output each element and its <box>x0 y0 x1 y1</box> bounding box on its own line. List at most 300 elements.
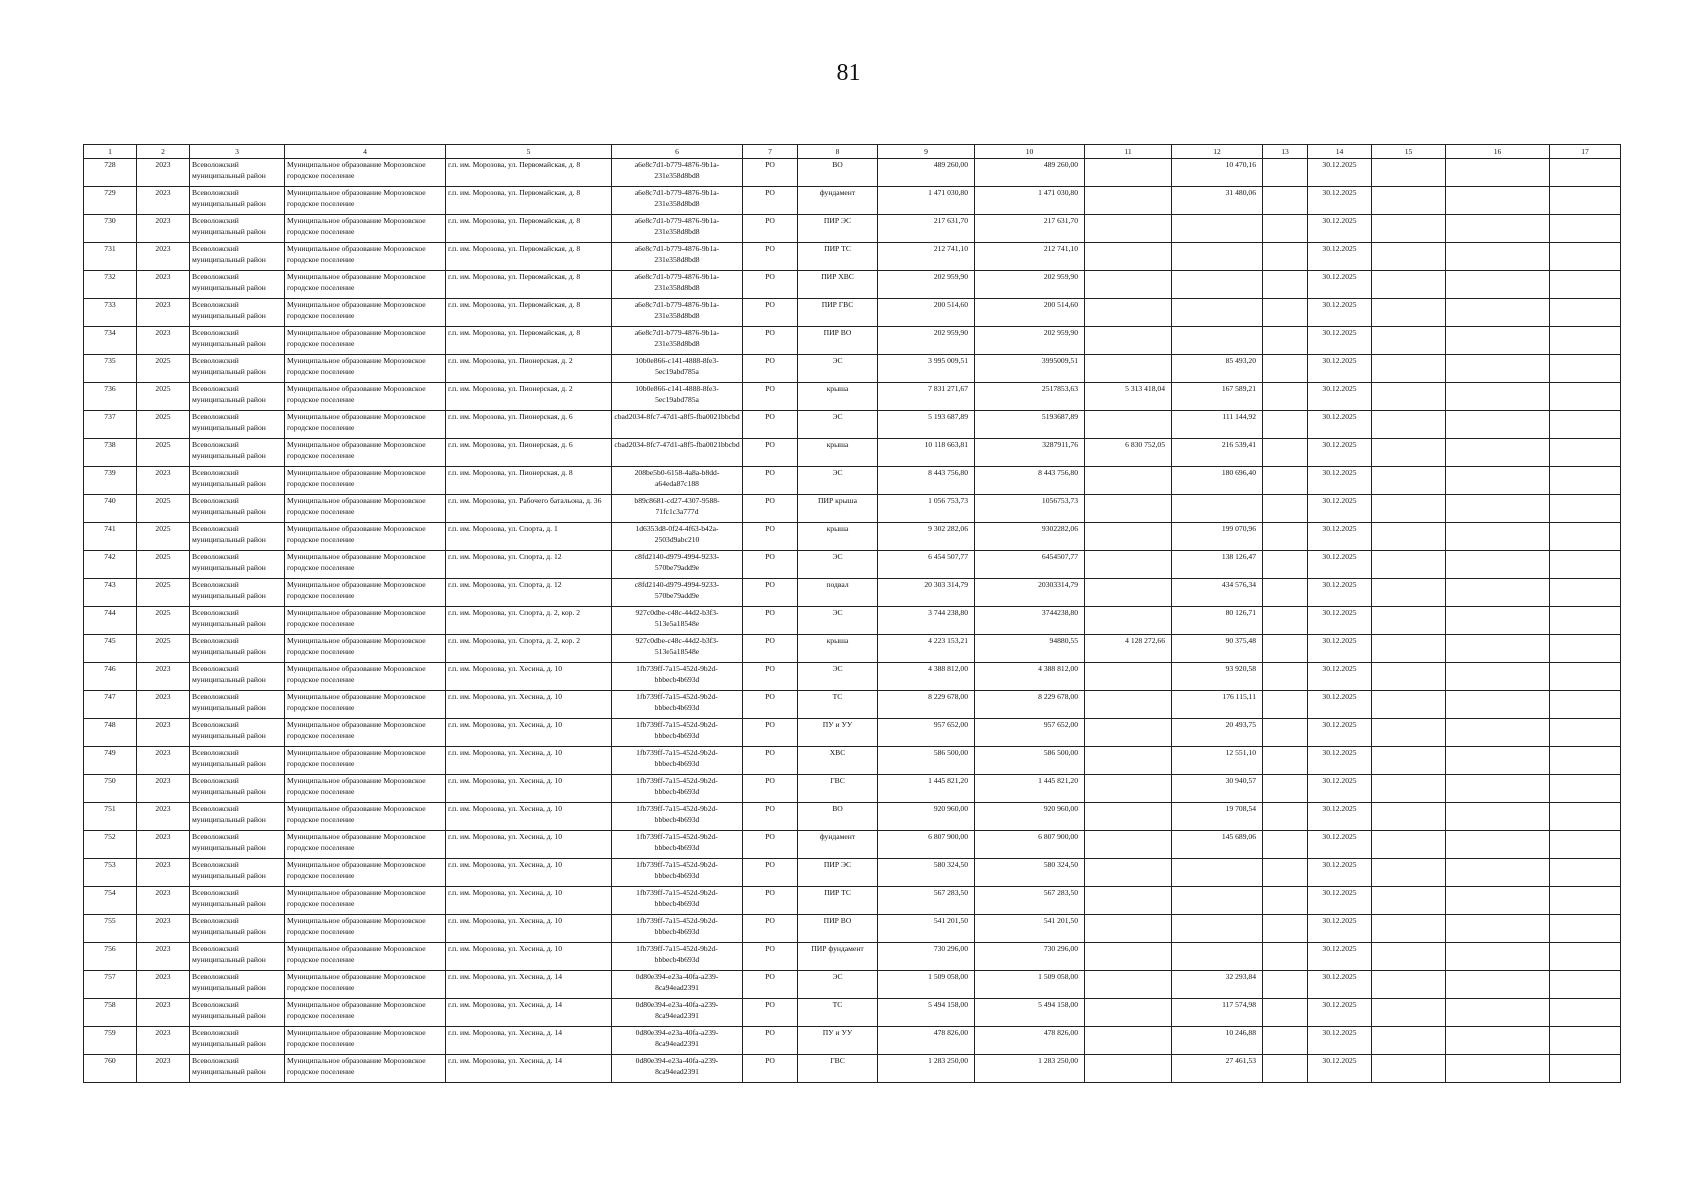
cell-work-type: ЭС <box>798 551 878 579</box>
cell-work-type: ПИР ВО <box>798 915 878 943</box>
table-row <box>84 355 1621 383</box>
cell-deadline: 30.12.2025 <box>1308 607 1372 635</box>
cell-column-17 <box>1550 299 1621 327</box>
cell-column-15 <box>1372 439 1446 467</box>
cell-row-number: 756 <box>84 943 137 971</box>
cell-house-guid: 927c0dbe-c48c-44d2-b3f3-513e5a18548e <box>612 607 743 635</box>
cell-cost-part-1: 202 959,90 <box>975 271 1085 299</box>
cell-address: г.п. им. Морозова, ул. Хесина, д. 14 <box>446 1055 612 1083</box>
cell-year: 2023 <box>137 999 190 1027</box>
cell-address: г.п. им. Морозова, ул. Рабочего батальона, д. 36 <box>446 495 612 523</box>
cell-district: Всеволожский муниципальный район <box>190 439 285 467</box>
cell-year: 2023 <box>137 187 190 215</box>
cell-column-17 <box>1550 635 1621 663</box>
cell-row-number: 760 <box>84 1055 137 1083</box>
cell-district: Всеволожский муниципальный район <box>190 887 285 915</box>
cell-column-16 <box>1446 691 1550 719</box>
table-row <box>84 327 1621 355</box>
cell-cost-part-1: 2517853,63 <box>975 383 1085 411</box>
cell-district: Всеволожский муниципальный район <box>190 271 285 299</box>
cell-column-16 <box>1446 1027 1550 1055</box>
cell-column-17 <box>1550 187 1621 215</box>
header-col-8: 8 <box>798 145 878 159</box>
cell-column-16 <box>1446 327 1550 355</box>
cell-total-cost: 586 500,00 <box>878 747 975 775</box>
cell-cost-part-1: 1 445 821,20 <box>975 775 1085 803</box>
cell-work-type: ХВС <box>798 747 878 775</box>
cell-district: Всеволожский муниципальный район <box>190 691 285 719</box>
cell-column-15 <box>1372 159 1446 187</box>
header-col-16: 16 <box>1446 145 1550 159</box>
cell-column-13 <box>1263 887 1308 915</box>
cell-program: РО <box>743 831 798 859</box>
cell-column-16 <box>1446 579 1550 607</box>
cell-column-17 <box>1550 607 1621 635</box>
cell-municipality: Муниципальное образование Морозовское городское поселение <box>285 159 446 187</box>
cell-column-17 <box>1550 467 1621 495</box>
cell-municipality: Муниципальное образование Морозовское городское поселение <box>285 579 446 607</box>
table-row <box>84 859 1621 887</box>
cell-total-cost: 8 443 756,80 <box>878 467 975 495</box>
cell-address: г.п. им. Морозова, ул. Хесина, д. 10 <box>446 747 612 775</box>
cell-work-type: ПИР крыша <box>798 495 878 523</box>
cell-column-17 <box>1550 159 1621 187</box>
cell-district: Всеволожский муниципальный район <box>190 831 285 859</box>
cell-row-number: 728 <box>84 159 137 187</box>
cell-district: Всеволожский муниципальный район <box>190 943 285 971</box>
cell-deadline: 30.12.2025 <box>1308 971 1372 999</box>
cell-column-16 <box>1446 719 1550 747</box>
cell-total-cost: 8 229 678,00 <box>878 691 975 719</box>
cell-column-15 <box>1372 663 1446 691</box>
cell-house-guid: 10b0e866-c141-4888-8fe3-5ec19abd785a <box>612 383 743 411</box>
cell-column-15 <box>1372 859 1446 887</box>
cell-program: РО <box>743 523 798 551</box>
cell-municipality: Муниципальное образование Морозовское городское поселение <box>285 243 446 271</box>
cell-column-15 <box>1372 411 1446 439</box>
cell-house-guid: 1fb739ff-7a15-452d-9b2d-bbbecb4b693d <box>612 915 743 943</box>
cell-work-type: крыша <box>798 523 878 551</box>
cell-program: РО <box>743 439 798 467</box>
cell-house-guid: cbad2034-8fc7-47d1-a8f5-fba0021bbcbd <box>612 411 743 439</box>
cell-program: РО <box>743 551 798 579</box>
cell-program: РО <box>743 915 798 943</box>
cell-column-16 <box>1446 943 1550 971</box>
cell-row-number: 745 <box>84 635 137 663</box>
cell-municipality: Муниципальное образование Морозовское городское поселение <box>285 383 446 411</box>
cell-cost-part-2 <box>1085 271 1172 299</box>
cell-municipality: Муниципальное образование Морозовское городское поселение <box>285 663 446 691</box>
table-row <box>84 215 1621 243</box>
cell-total-cost: 1 056 753,73 <box>878 495 975 523</box>
cell-municipality: Муниципальное образование Морозовское городское поселение <box>285 747 446 775</box>
cell-column-17 <box>1550 579 1621 607</box>
cell-municipality: Муниципальное образование Морозовское городское поселение <box>285 299 446 327</box>
header-col-17: 17 <box>1550 145 1621 159</box>
table-row <box>84 187 1621 215</box>
cell-column-13 <box>1263 915 1308 943</box>
cell-column-13 <box>1263 831 1308 859</box>
cell-cost-part-3: 12 551,10 <box>1172 747 1263 775</box>
cell-cost-part-3: 27 461,53 <box>1172 1055 1263 1083</box>
cell-cost-part-1: 1056753,73 <box>975 495 1085 523</box>
cell-cost-part-1: 3744238,80 <box>975 607 1085 635</box>
cell-year: 2025 <box>137 495 190 523</box>
table-row <box>84 467 1621 495</box>
cell-municipality: Муниципальное образование Морозовское городское поселение <box>285 187 446 215</box>
cell-deadline: 30.12.2025 <box>1308 831 1372 859</box>
cell-cost-part-2 <box>1085 887 1172 915</box>
cell-address: г.п. им. Морозова, ул. Хесина, д. 10 <box>446 803 612 831</box>
cell-deadline: 30.12.2025 <box>1308 439 1372 467</box>
cell-house-guid: 1fb739ff-7a15-452d-9b2d-bbbecb4b693d <box>612 747 743 775</box>
cell-cost-part-1: 8 443 756,80 <box>975 467 1085 495</box>
cell-cost-part-1: 1 471 030,80 <box>975 187 1085 215</box>
cell-cost-part-1: 217 631,70 <box>975 215 1085 243</box>
cell-cost-part-2 <box>1085 691 1172 719</box>
cell-total-cost: 217 631,70 <box>878 215 975 243</box>
cell-cost-part-3 <box>1172 243 1263 271</box>
cell-year: 2023 <box>137 243 190 271</box>
cell-total-cost: 1 471 030,80 <box>878 187 975 215</box>
cell-work-type: фундамент <box>798 187 878 215</box>
cell-column-17 <box>1550 887 1621 915</box>
cell-district: Всеволожский муниципальный район <box>190 579 285 607</box>
cell-district: Всеволожский муниципальный район <box>190 803 285 831</box>
cell-row-number: 749 <box>84 747 137 775</box>
cell-column-17 <box>1550 831 1621 859</box>
cell-total-cost: 580 324,50 <box>878 859 975 887</box>
cell-municipality: Муниципальное образование Морозовское городское поселение <box>285 859 446 887</box>
cell-column-15 <box>1372 299 1446 327</box>
cell-column-16 <box>1446 551 1550 579</box>
header-col-7: 7 <box>743 145 798 159</box>
cell-address: г.п. им. Морозова, ул. Спорта, д. 12 <box>446 551 612 579</box>
cell-cost-part-3 <box>1172 215 1263 243</box>
header-col-11: 11 <box>1085 145 1172 159</box>
cell-deadline: 30.12.2025 <box>1308 943 1372 971</box>
cell-year: 2023 <box>137 1027 190 1055</box>
cell-year: 2023 <box>137 299 190 327</box>
cell-cost-part-3: 434 576,34 <box>1172 579 1263 607</box>
cell-column-16 <box>1446 999 1550 1027</box>
cell-district: Всеволожский муниципальный район <box>190 243 285 271</box>
cell-deadline: 30.12.2025 <box>1308 383 1372 411</box>
cell-column-17 <box>1550 243 1621 271</box>
cell-deadline: 30.12.2025 <box>1308 187 1372 215</box>
cell-year: 2023 <box>137 467 190 495</box>
cell-work-type: ГВС <box>798 1055 878 1083</box>
cell-deadline: 30.12.2025 <box>1308 719 1372 747</box>
cell-work-type: ЭС <box>798 971 878 999</box>
cell-deadline: 30.12.2025 <box>1308 467 1372 495</box>
cell-municipality: Муниципальное образование Морозовское городское поселение <box>285 551 446 579</box>
cell-column-16 <box>1446 243 1550 271</box>
cell-year: 2023 <box>137 663 190 691</box>
cell-row-number: 753 <box>84 859 137 887</box>
cell-cost-part-1: 730 296,00 <box>975 943 1085 971</box>
cell-house-guid: 1fb739ff-7a15-452d-9b2d-bbbecb4b693d <box>612 859 743 887</box>
cell-cost-part-2 <box>1085 411 1172 439</box>
cell-total-cost: 3 744 238,80 <box>878 607 975 635</box>
cell-cost-part-2 <box>1085 971 1172 999</box>
cell-address: г.п. им. Морозова, ул. Первомайская, д. 8 <box>446 215 612 243</box>
cell-column-17 <box>1550 355 1621 383</box>
cell-column-13 <box>1263 663 1308 691</box>
cell-total-cost: 6 454 507,77 <box>878 551 975 579</box>
cell-program: РО <box>743 971 798 999</box>
cell-row-number: 755 <box>84 915 137 943</box>
cell-cost-part-1: 212 741,10 <box>975 243 1085 271</box>
cell-program: РО <box>743 383 798 411</box>
cell-work-type: ПИР ТС <box>798 887 878 915</box>
cell-cost-part-2 <box>1085 187 1172 215</box>
cell-address: г.п. им. Морозова, ул. Хесина, д. 14 <box>446 971 612 999</box>
table-row <box>84 691 1621 719</box>
cell-year: 2025 <box>137 607 190 635</box>
cell-municipality: Муниципальное образование Морозовское городское поселение <box>285 691 446 719</box>
cell-column-15 <box>1372 383 1446 411</box>
cell-column-15 <box>1372 887 1446 915</box>
cell-total-cost: 7 831 271,67 <box>878 383 975 411</box>
cell-year: 2025 <box>137 355 190 383</box>
cell-column-15 <box>1372 327 1446 355</box>
cell-cost-part-1: 957 652,00 <box>975 719 1085 747</box>
cell-total-cost: 957 652,00 <box>878 719 975 747</box>
cell-column-15 <box>1372 635 1446 663</box>
cell-cost-part-2 <box>1085 551 1172 579</box>
table-row <box>84 299 1621 327</box>
cell-column-17 <box>1550 915 1621 943</box>
cell-row-number: 748 <box>84 719 137 747</box>
cell-house-guid: 1fb739ff-7a15-452d-9b2d-bbbecb4b693d <box>612 831 743 859</box>
cell-cost-part-2: 5 313 418,04 <box>1085 383 1172 411</box>
cell-column-16 <box>1446 215 1550 243</box>
cell-year: 2023 <box>137 159 190 187</box>
cell-house-guid: 1fb739ff-7a15-452d-9b2d-bbbecb4b693d <box>612 663 743 691</box>
cell-cost-part-1: 4 388 812,00 <box>975 663 1085 691</box>
cell-cost-part-3: 180 696,40 <box>1172 467 1263 495</box>
cell-house-guid: 208be5b0-6158-4a8a-b8dd-a64eda87c188 <box>612 467 743 495</box>
cell-program: РО <box>743 607 798 635</box>
cell-row-number: 732 <box>84 271 137 299</box>
cell-work-type: ПИР фундамент <box>798 943 878 971</box>
cell-cost-part-3: 117 574,98 <box>1172 999 1263 1027</box>
cell-cost-part-2 <box>1085 523 1172 551</box>
cell-row-number: 744 <box>84 607 137 635</box>
cell-cost-part-2 <box>1085 915 1172 943</box>
cell-municipality: Муниципальное образование Морозовское городское поселение <box>285 943 446 971</box>
table-row <box>84 971 1621 999</box>
cell-column-17 <box>1550 1027 1621 1055</box>
cell-house-guid: 0d80e394-e23a-40fa-a239-8ca94ead2391 <box>612 971 743 999</box>
cell-cost-part-2 <box>1085 327 1172 355</box>
cell-column-16 <box>1446 859 1550 887</box>
cell-total-cost: 202 959,90 <box>878 271 975 299</box>
cell-total-cost: 478 826,00 <box>878 1027 975 1055</box>
cell-program: РО <box>743 327 798 355</box>
cell-municipality: Муниципальное образование Морозовское городское поселение <box>285 775 446 803</box>
cell-house-guid: a6e8c7d1-b779-4876-9b1a-231e358d8bd8 <box>612 159 743 187</box>
cell-municipality: Муниципальное образование Морозовское городское поселение <box>285 803 446 831</box>
cell-deadline: 30.12.2025 <box>1308 495 1372 523</box>
cell-municipality: Муниципальное образование Морозовское городское поселение <box>285 915 446 943</box>
cell-house-guid: 1fb739ff-7a15-452d-9b2d-bbbecb4b693d <box>612 887 743 915</box>
cell-year: 2023 <box>137 971 190 999</box>
cell-deadline: 30.12.2025 <box>1308 355 1372 383</box>
cell-cost-part-1: 6454507,77 <box>975 551 1085 579</box>
cell-column-15 <box>1372 719 1446 747</box>
cell-address: г.п. им. Морозова, ул. Хесина, д. 10 <box>446 775 612 803</box>
cell-column-16 <box>1446 383 1550 411</box>
cell-address: г.п. им. Морозова, ул. Спорта, д. 2, кор. 2 <box>446 635 612 663</box>
cell-year: 2023 <box>137 327 190 355</box>
table-row <box>84 607 1621 635</box>
cell-cost-part-2 <box>1085 1055 1172 1083</box>
cell-program: РО <box>743 579 798 607</box>
cell-address: г.п. им. Морозова, ул. Хесина, д. 10 <box>446 943 612 971</box>
cell-column-13 <box>1263 495 1308 523</box>
cell-column-15 <box>1372 467 1446 495</box>
cell-municipality: Муниципальное образование Морозовское городское поселение <box>285 271 446 299</box>
cell-column-16 <box>1446 803 1550 831</box>
cell-total-cost: 730 296,00 <box>878 943 975 971</box>
cell-work-type: ТС <box>798 999 878 1027</box>
cell-program: РО <box>743 215 798 243</box>
cell-cost-part-2 <box>1085 775 1172 803</box>
cell-deadline: 30.12.2025 <box>1308 551 1372 579</box>
cell-cost-part-2 <box>1085 831 1172 859</box>
cell-column-13 <box>1263 635 1308 663</box>
cell-deadline: 30.12.2025 <box>1308 159 1372 187</box>
cell-year: 2023 <box>137 215 190 243</box>
cell-work-type: ПИР ЭС <box>798 859 878 887</box>
cell-row-number: 751 <box>84 803 137 831</box>
cell-house-guid: 0d80e394-e23a-40fa-a239-8ca94ead2391 <box>612 1055 743 1083</box>
cell-district: Всеволожский муниципальный район <box>190 551 285 579</box>
cell-municipality: Муниципальное образование Морозовское городское поселение <box>285 467 446 495</box>
cell-column-17 <box>1550 943 1621 971</box>
cell-column-16 <box>1446 355 1550 383</box>
cell-column-17 <box>1550 859 1621 887</box>
cell-column-15 <box>1372 691 1446 719</box>
cell-work-type: ПИР ХВС <box>798 271 878 299</box>
header-col-4: 4 <box>285 145 446 159</box>
cell-row-number: 759 <box>84 1027 137 1055</box>
cell-cost-part-1: 3995009,51 <box>975 355 1085 383</box>
cell-cost-part-2 <box>1085 215 1172 243</box>
cell-row-number: 731 <box>84 243 137 271</box>
cell-cost-part-2: 4 128 272,66 <box>1085 635 1172 663</box>
cell-deadline: 30.12.2025 <box>1308 887 1372 915</box>
cell-column-15 <box>1372 999 1446 1027</box>
table-row <box>84 747 1621 775</box>
cell-district: Всеволожский муниципальный район <box>190 383 285 411</box>
cell-house-guid: a6e8c7d1-b779-4876-9b1a-231e358d8bd8 <box>612 243 743 271</box>
cell-column-17 <box>1550 551 1621 579</box>
cell-column-16 <box>1446 271 1550 299</box>
cell-program: РО <box>743 719 798 747</box>
cell-work-type: ПУ и УУ <box>798 1027 878 1055</box>
cell-cost-part-3: 176 115,11 <box>1172 691 1263 719</box>
cell-program: РО <box>743 467 798 495</box>
cell-total-cost: 200 514,60 <box>878 299 975 327</box>
cell-column-16 <box>1446 159 1550 187</box>
cell-cost-part-1: 580 324,50 <box>975 859 1085 887</box>
cell-district: Всеволожский муниципальный район <box>190 299 285 327</box>
cell-total-cost: 3 995 009,51 <box>878 355 975 383</box>
cell-district: Всеволожский муниципальный район <box>190 635 285 663</box>
cell-municipality: Муниципальное образование Морозовское городское поселение <box>285 719 446 747</box>
cell-program: РО <box>743 355 798 383</box>
cell-program: РО <box>743 1055 798 1083</box>
cell-row-number: 746 <box>84 663 137 691</box>
cell-deadline: 30.12.2025 <box>1308 411 1372 439</box>
header-col-3: 3 <box>190 145 285 159</box>
table-row <box>84 579 1621 607</box>
cell-program: РО <box>743 803 798 831</box>
cell-cost-part-2 <box>1085 999 1172 1027</box>
cell-column-13 <box>1263 523 1308 551</box>
cell-column-17 <box>1550 747 1621 775</box>
cell-column-13 <box>1263 243 1308 271</box>
cell-column-16 <box>1446 915 1550 943</box>
header-col-2: 2 <box>137 145 190 159</box>
cell-cost-part-3: 85 493,20 <box>1172 355 1263 383</box>
cell-row-number: 734 <box>84 327 137 355</box>
cell-column-17 <box>1550 971 1621 999</box>
cell-year: 2023 <box>137 803 190 831</box>
cell-work-type: ТС <box>798 691 878 719</box>
table-row <box>84 1055 1621 1083</box>
cell-column-15 <box>1372 495 1446 523</box>
cell-municipality: Муниципальное образование Морозовское городское поселение <box>285 635 446 663</box>
cell-cost-part-2 <box>1085 859 1172 887</box>
cell-deadline: 30.12.2025 <box>1308 1055 1372 1083</box>
cell-total-cost: 202 959,90 <box>878 327 975 355</box>
cell-column-13 <box>1263 747 1308 775</box>
cell-work-type: ВО <box>798 159 878 187</box>
cell-column-13 <box>1263 327 1308 355</box>
cell-district: Всеволожский муниципальный район <box>190 411 285 439</box>
cell-total-cost: 1 283 250,00 <box>878 1055 975 1083</box>
cell-row-number: 752 <box>84 831 137 859</box>
cell-work-type: крыша <box>798 635 878 663</box>
page-number: 81 <box>836 60 861 86</box>
cell-municipality: Муниципальное образование Морозовское городское поселение <box>285 355 446 383</box>
cell-column-13 <box>1263 299 1308 327</box>
cell-cost-part-3: 31 480,06 <box>1172 187 1263 215</box>
cell-cost-part-3 <box>1172 915 1263 943</box>
cell-column-13 <box>1263 999 1308 1027</box>
cell-work-type: ПИР ГВС <box>798 299 878 327</box>
cell-deadline: 30.12.2025 <box>1308 999 1372 1027</box>
cell-house-guid: a6e8c7d1-b779-4876-9b1a-231e358d8bd8 <box>612 299 743 327</box>
cell-year: 2025 <box>137 551 190 579</box>
cell-column-13 <box>1263 411 1308 439</box>
cell-address: г.п. им. Морозова, ул. Хесина, д. 10 <box>446 887 612 915</box>
cell-column-17 <box>1550 1055 1621 1083</box>
cell-cost-part-3 <box>1172 271 1263 299</box>
cell-column-13 <box>1263 1027 1308 1055</box>
cell-cost-part-2 <box>1085 243 1172 271</box>
cell-column-13 <box>1263 383 1308 411</box>
cell-year: 2025 <box>137 635 190 663</box>
cell-column-13 <box>1263 439 1308 467</box>
cell-house-guid: 1d6353d8-0f24-4f63-b42a-2503d9abc210 <box>612 523 743 551</box>
cell-work-type: ПИР ВО <box>798 327 878 355</box>
cell-column-13 <box>1263 159 1308 187</box>
